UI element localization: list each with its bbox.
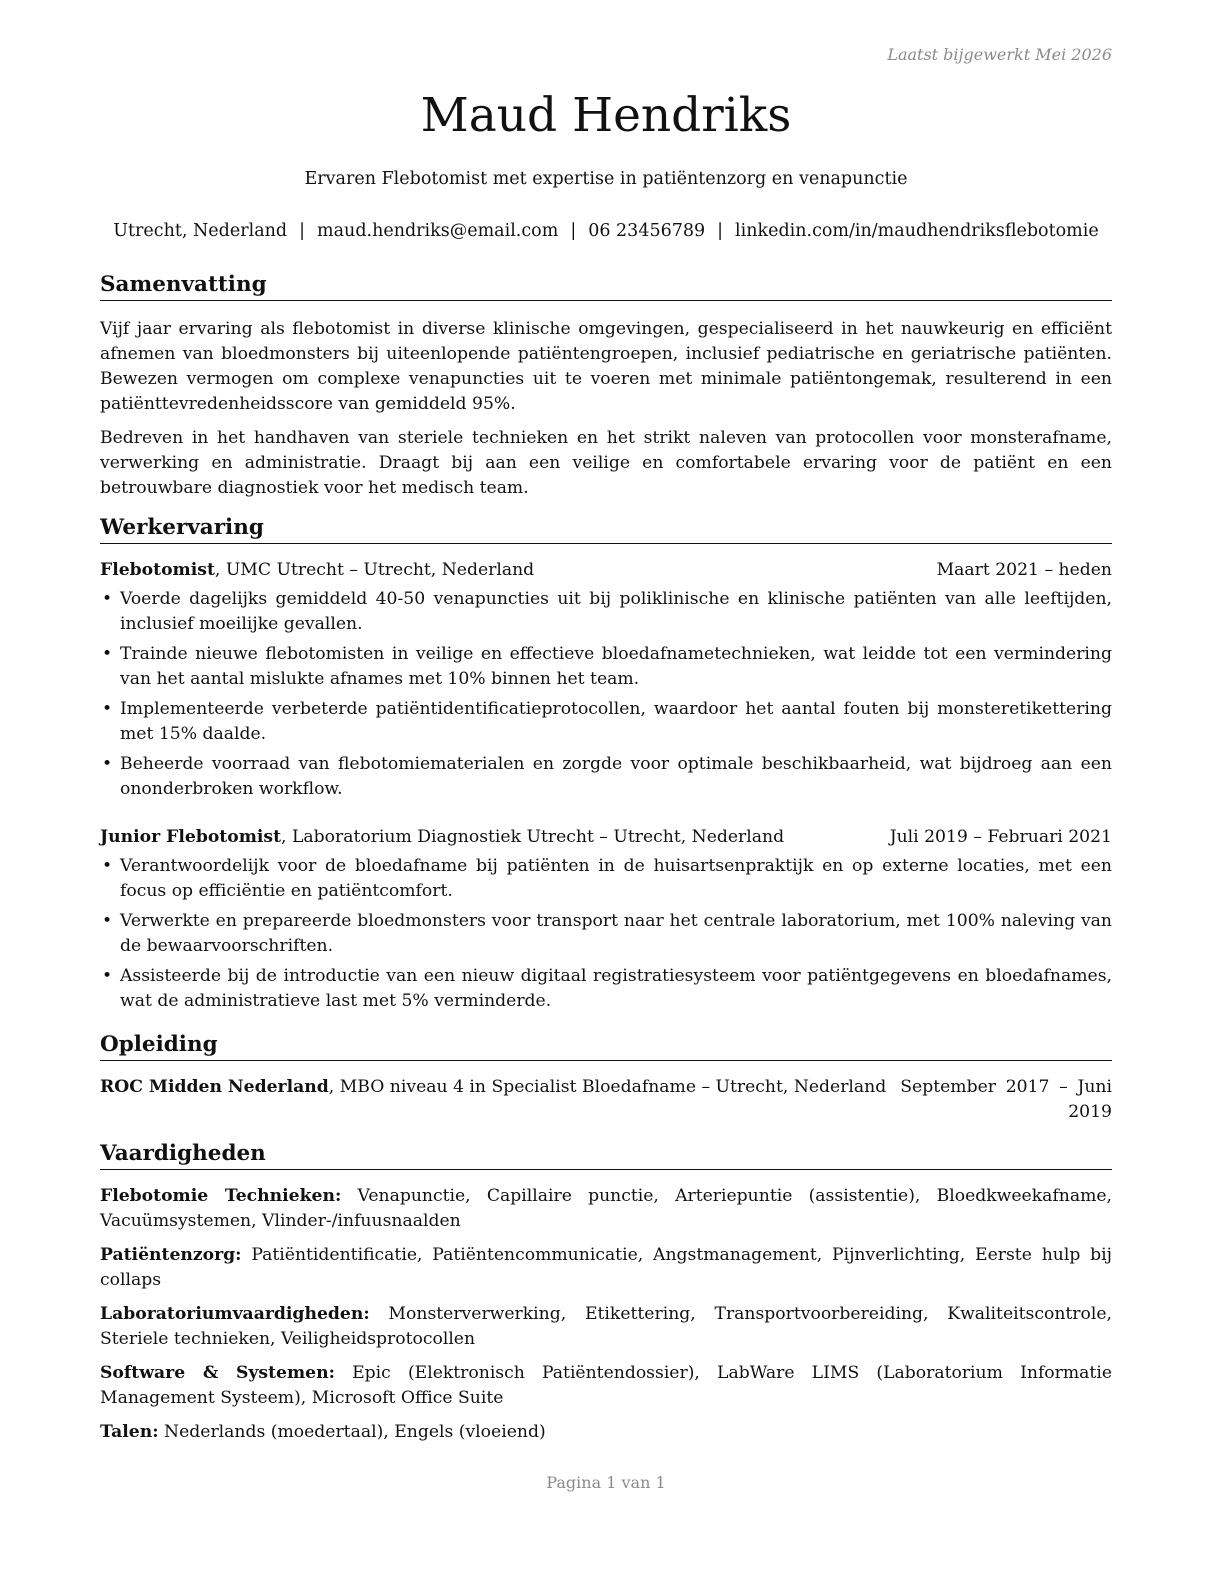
section-title-education: Opleiding bbox=[100, 1031, 1112, 1061]
contact-email[interactable]: maud.hendriks@email.com bbox=[317, 221, 559, 241]
summary-paragraph: Vijf jaar ervaring als flebotomist in diverse klinische omgevingen, gespecialiseerd in het nauwkeurig en efficiënt afnemen van bloedmonsters bij uiteenlopende patiëntengroepen, inclusief pediatrische en geriatrische patiënten. Bewezen vermogen om complexe venapuncties uit te voeren met minimale patiëntongemak, resulterend in een patiënttevredenheidsscore van gemiddeld 95%. bbox=[100, 319, 1112, 414]
section-title-experience: Werkervaring bbox=[100, 514, 1112, 544]
skill-label: Patiëntenzorg: bbox=[100, 1245, 242, 1265]
skill-line bbox=[100, 1184, 1112, 1234]
list-item: • Trainde nieuwe flebotomisten in veilige en effectieve bloedafnametechnieken, wat leidde tot een vermindering van het aantal mislukte afnames met 10% binnen het team. bbox=[102, 644, 1112, 689]
skill-label: Flebotomie Technieken: bbox=[100, 1186, 342, 1206]
candidate-name: Maud Hendriks bbox=[420, 88, 792, 143]
education-school: ROC Midden Nederland bbox=[100, 1077, 329, 1097]
contact-separator: | bbox=[299, 221, 306, 241]
contact-line bbox=[94, 219, 1118, 243]
skill-line bbox=[100, 1243, 1112, 1293]
section-title-skills: Vaardigheden bbox=[100, 1140, 1112, 1170]
contact-separator: | bbox=[717, 221, 724, 241]
education-dates: September 2017 – Juni 2019 bbox=[900, 1077, 1112, 1122]
page-number: Pagina 1 van 1 bbox=[546, 1473, 666, 1492]
bullet-icon: • bbox=[102, 911, 113, 931]
section-title-summary: Samenvatting bbox=[100, 271, 1112, 301]
education-section bbox=[100, 1031, 1112, 1125]
job-entry bbox=[100, 558, 1112, 802]
list-item: • Implementeerde verbeterde patiëntidentificatieprotocollen, waardoor het aantal fouten bij monsteretikettering met 15% daalde. bbox=[102, 699, 1112, 744]
skill-value: Epic (Elektronisch Patiëntendossier), LabWare LIMS (Laboratorium Informatie Management Systeem), Microsoft Office Suite bbox=[100, 1363, 1112, 1408]
job-header bbox=[100, 558, 1112, 583]
job-organization: , Laboratorium Diagnostiek Utrecht – Utrecht, Nederland bbox=[281, 827, 785, 847]
education-detail: , MBO niveau 4 in Specialist Bloedafname – Utrecht, Nederland bbox=[328, 1077, 887, 1097]
bullet-icon: • bbox=[102, 589, 113, 609]
job-role: Junior Flebotomist bbox=[100, 827, 282, 847]
last-updated: Laatst bijgewerkt Mei 2026 bbox=[887, 45, 1112, 64]
skill-value: Patiëntidentificatie, Patiëntencommunicatie, Angstmanagement, Pijnverlichting, Eerste hulp bij collaps bbox=[100, 1245, 1112, 1290]
job-entry bbox=[100, 825, 1112, 1014]
skill-label: Software & Systemen: bbox=[100, 1363, 335, 1383]
list-item: • Beheerde voorraad van flebotomiematerialen en zorgde voor optimale beschikbaarheid, wat bijdroeg aan een ononderbroken workflow. bbox=[102, 754, 1112, 799]
list-item: • Verwerkte en prepareerde bloedmonsters voor transport naar het centrale laboratorium, met 100% naleving van de bewaarvoorschriften. bbox=[102, 911, 1112, 956]
summary-section bbox=[100, 271, 1112, 510]
contact-phone: 06 23456789 bbox=[588, 221, 706, 241]
list-item: • Assisteerde bij de introductie van een nieuw digitaal registratiesysteem voor patiëntgegevens en bloedafnames, wat de administratieve last met 5% verminderde. bbox=[102, 966, 1112, 1011]
bullet-icon: • bbox=[102, 754, 113, 774]
skill-value: Nederlands (moedertaal), Engels (vloeiend) bbox=[158, 1422, 546, 1442]
job-role: Flebotomist bbox=[100, 560, 215, 580]
bullet-icon: • bbox=[102, 966, 113, 986]
job-dates: Juli 2019 – Februari 2021 bbox=[889, 827, 1112, 847]
skill-line bbox=[100, 1361, 1112, 1411]
contact-location: Utrecht, Nederland bbox=[113, 221, 288, 241]
skill-line bbox=[100, 1302, 1112, 1352]
job-header bbox=[100, 825, 1112, 850]
job-bullets bbox=[100, 587, 1112, 802]
bullet-icon: • bbox=[102, 856, 113, 876]
skills-section bbox=[100, 1140, 1112, 1454]
education-entry bbox=[100, 1075, 1112, 1125]
list-item: • Voerde dagelijks gemiddeld 40-50 venapuncties uit bij poliklinische en klinische patiënten van alle leeftijden, inclusief moeilijke gevallen. bbox=[102, 589, 1112, 634]
contact-separator: | bbox=[570, 221, 577, 241]
skill-label: Talen: bbox=[100, 1422, 159, 1442]
contact-linkedin[interactable]: linkedin.com/in/maudhendriksflebotomie bbox=[735, 221, 1099, 241]
skill-line bbox=[100, 1420, 1112, 1445]
summary-paragraph: Bedreven in het handhaven van steriele technieken en het strikt naleven van protocollen voor monsterafname, verwerking en administratie. Draagt bij aan een veilige en comfortabele ervaring voor de patiënt en een betrouwbare diagnostiek voor het medisch team. bbox=[100, 428, 1112, 498]
skill-label: Laboratoriumvaardigheden: bbox=[100, 1304, 370, 1324]
job-dates: Maart 2021 – heden bbox=[936, 560, 1112, 580]
resume-page bbox=[100, 0, 1112, 1584]
experience-section bbox=[100, 514, 1112, 1019]
job-organization: , UMC Utrecht – Utrecht, Nederland bbox=[214, 560, 535, 580]
bullet-icon: • bbox=[102, 699, 113, 719]
bullet-icon: • bbox=[102, 644, 113, 664]
list-item: • Verantwoordelijk voor de bloedafname bij patiënten in de huisartsenpraktijk en op externe locaties, met een focus op efficiëntie en patiëntcomfort. bbox=[102, 856, 1112, 901]
skill-value: Venapunctie, Capillaire punctie, Arteriepuntie (assistentie), Bloedkweekafname, Vacuümsystemen, Vlinder-/infuusnaalden bbox=[100, 1186, 1112, 1231]
job-bullets bbox=[100, 854, 1112, 1014]
skill-value: Monsterverwerking, Etikettering, Transportvoorbereiding, Kwaliteitscontrole, Steriele technieken, Veiligheidsprotocollen bbox=[100, 1304, 1112, 1349]
tagline: Ervaren Flebotomist met expertise in patiëntenzorg en venapunctie bbox=[304, 169, 908, 189]
